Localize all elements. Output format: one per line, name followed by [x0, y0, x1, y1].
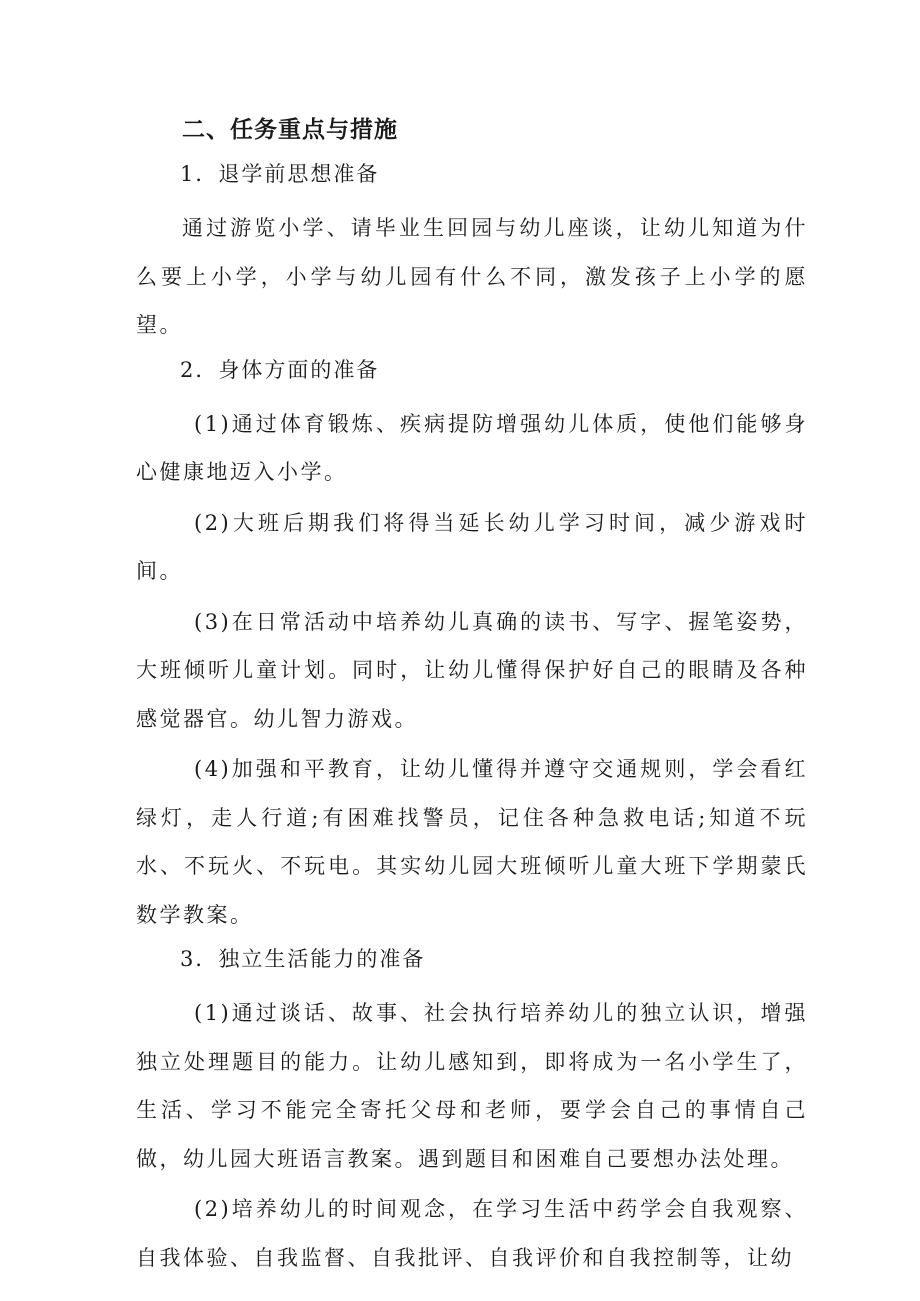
document-page — [136, 112, 808, 1284]
sub-paragraph: (2)培养幼儿的时间观念，在学习生活中药学会自我观察、自我体验、自我监督、自我批评、自我评价和自我控制等，让幼 — [136, 1197, 808, 1270]
item-heading-1: 1．退学前思想准备 — [180, 162, 380, 186]
item-heading-2: 2．身体方面的准备 — [180, 357, 380, 382]
sub-paragraph: (2)大班后期我们将得当延长幼儿学习时间，减少游戏时间。 — [136, 510, 808, 583]
sub-paragraph: (3)在日常活动中培养幼儿真确的读书、写字、握笔姿势，大班倾听儿童计划。同时，让幼儿懂得保护好自己的眼睛及各种感觉器官。幼儿智力游戏。 — [136, 609, 808, 731]
sub-paragraph: (1)通过体育锻炼、疾病提防增强幼儿体质，使他们能够身心健康地迈入小学。 — [136, 411, 808, 484]
item-heading-3: 3．独立生活能力的准备 — [180, 947, 426, 971]
paragraph: 通过游览小学、请毕业生回园与幼儿座谈，让幼儿知道为什么要上小学，小学与幼儿园有什么不同，激发孩子上小学的愿望。 — [136, 216, 808, 337]
sub-paragraph: (4)加强和平教育，让幼儿懂得并遵守交通规则，学会看红绿灯，走人行道;有困难找警员，记住各种急救电话;知道不玩水、不玩火、不玩电。其实幼儿园大班倾听儿童大班下学期蒙氏数学教案。 — [136, 757, 808, 927]
section-title: 二、任务重点与措施 — [182, 117, 398, 143]
sub-paragraph: (1)通过谈话、故事、社会执行培养幼儿的独立认识，增强独立处理题目的能力。让幼儿感知到，即将成为一名小学生了，生活、学习不能完全寄托父母和老师，要学会自己的事情自己做，幼儿园大班语言教案。遇到题目和困难自己要想办法处理。 — [136, 1001, 808, 1171]
